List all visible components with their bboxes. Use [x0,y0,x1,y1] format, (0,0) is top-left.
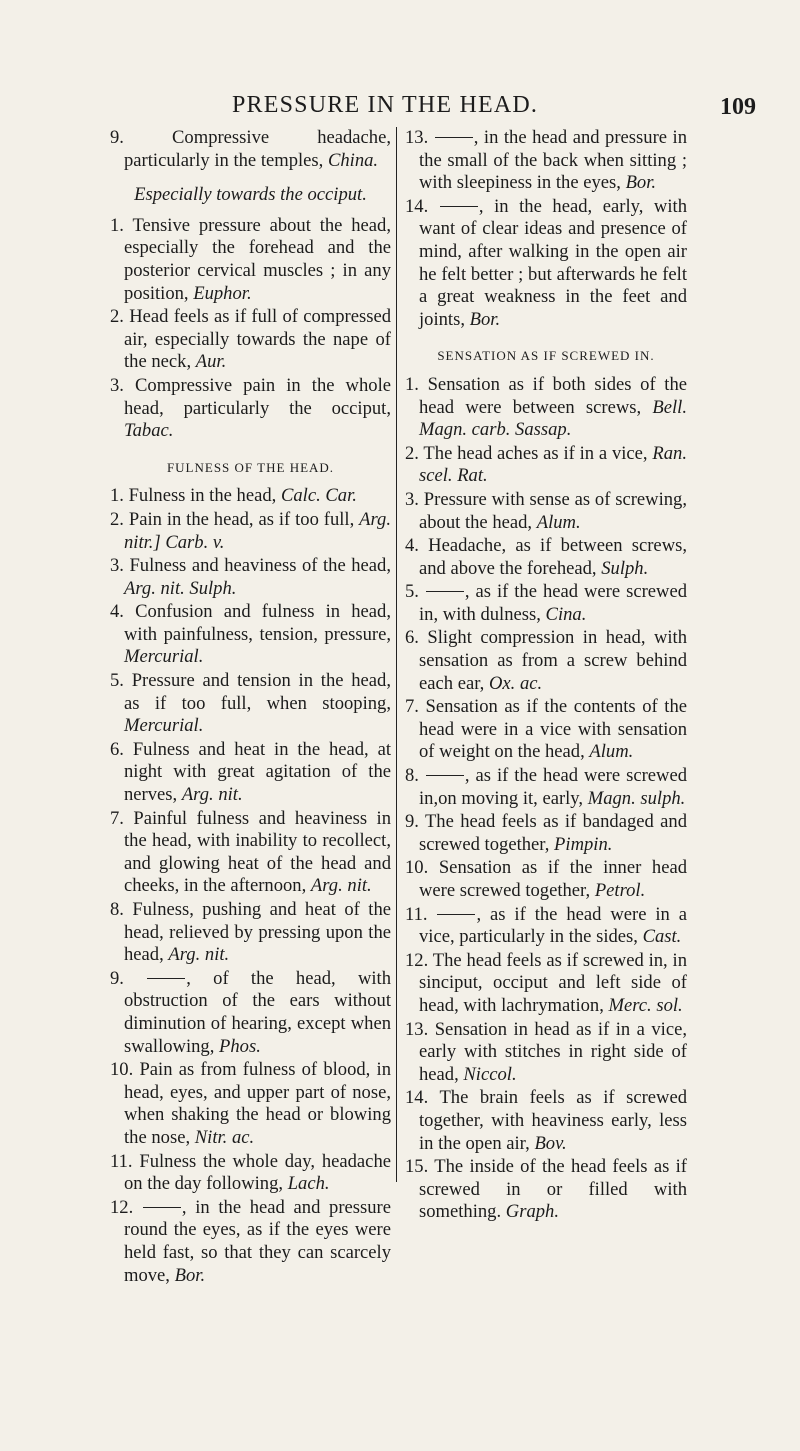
entry-text: , as if the head were in a vice, particularly in the sides, [419,903,687,948]
list-item [110,739,391,807]
remedy: China. [327,149,379,171]
entry-number: 8. [110,899,133,920]
entry-text: The brain feels as if screwed together, with heaviness early, less in the open air, [419,1087,687,1154]
entry-number: 10. [110,1059,140,1081]
ditto-dash [440,206,478,207]
entry-text: Fulness and heat in the head, at night with great agitation of the nerves, [124,738,391,806]
remedy: Petrol. [594,880,646,901]
entry-number: 3. [405,488,424,510]
entry-number: 3. [110,555,130,577]
entry-text: , in the head and pressure in the small of the back when sitting ; with sleepiness in the eyes, [419,127,687,194]
entry-text: , in the head and pressure round the eyes, as if the eyes were held fast, so that they can scarcely move, [124,1196,391,1286]
list-item [405,127,687,195]
entry-text: Sensation as if the contents of the head were in a vice with sensation of weight on the head, [419,696,688,763]
list-item [405,1019,687,1087]
list-item [110,899,391,967]
ditto-dash [426,775,464,776]
entry-text: , as if the head were screwed in, with dulness, [419,581,687,625]
entry-number: 4. [405,535,429,557]
remedy: Arg. nit. [310,875,372,897]
list-item [405,811,687,856]
remedy: Phos. [219,1035,261,1057]
remedy: Bor. [174,1264,206,1286]
entry-number: 12. [110,1196,142,1218]
list-item [405,857,687,902]
entry-text: Pressure and tension in the head, as if too full, when stooping, [124,670,392,714]
ditto-dash [437,914,475,915]
entry-text: Fulness in the head, [128,485,281,507]
remedy: Arg. nitr.] Carb. v. [124,508,392,553]
list-item [110,601,391,669]
entry-text: Compressive pain in the whole head, particularly the occiput, [124,374,391,419]
entry-number: 3. [110,374,136,396]
entry-number: 1. [110,214,133,236]
entry-number: 5. [110,670,132,692]
remedy: Sulph. [601,557,649,579]
remedy: Aur. [195,351,227,373]
entry-number: 1. [110,485,129,507]
remedy: Euphor. [193,282,252,304]
section-heading-screwed: SENSATION AS IF SCREWED IN. [437,348,655,364]
entry-text: Head feels as if full of compressed air, especially towards the nape of the neck, [124,306,391,373]
list-item [405,196,687,332]
remedy: Arg. nit. [168,944,230,966]
remedy: Bor. [625,172,657,194]
remedy: Merc. sol. [608,994,683,1016]
entry-number: 5. [405,581,425,603]
list-item [405,904,687,949]
list-item [405,696,687,764]
entry-text: The head aches as if in a vice, [423,442,653,464]
entry-text: , in the head, early, with want of clear ideas and presence of mind, after walking in the open air he felt better ; but afterwards he felt a great weakness in the feet and joints, [419,195,687,330]
entry-text: Compressive headache, particularly in the temples, [124,127,391,171]
list-item [110,306,391,374]
entry-number: 12. [405,949,433,971]
entry-number: 8. [405,765,425,787]
entry-text: , as if the head were screwed in,on moving it, early, [419,765,687,809]
ditto-dash [426,591,464,592]
left-column [110,127,391,1288]
entry-text: , of the head, with obstruction of the ears without diminution of hearing, except when swallowing, [124,967,391,1057]
column-divider [396,127,397,1182]
running-head: PRESSURE IN THE HEAD. [232,92,539,118]
remedy: Calc. Car. [280,485,357,507]
page-header [0,92,800,122]
entry-number: 13. [405,127,434,148]
remedy: Bell. Magn. carb. Sassap. [419,396,687,441]
remedy: Bor. [469,308,501,330]
entry-number: 13. [405,1018,435,1040]
list-item [110,485,391,508]
entry-number: 11. [110,1150,140,1172]
remedy: Niccol. [463,1063,517,1085]
list-item [110,1059,391,1149]
entry-number: 2. [110,306,130,328]
remedy: Alum. [536,511,581,533]
remedy: Alum. [589,741,634,763]
remedy: Graph. [505,1201,559,1223]
entry-text: Pain as from fulness of blood, in head, eyes, and upper part of nose, when shaking the head or blowing the nose, [124,1059,391,1148]
ditto-dash [143,1207,181,1208]
remedy: Lach. [287,1173,330,1195]
list-item [110,215,391,305]
entry-number: 4. [110,601,136,623]
entry-text: The head feels as if bandaged and screwed together, [419,811,687,855]
entry-text: Sensation as if both sides of the head were between screws, [419,373,688,418]
list-item [110,1151,391,1196]
entry-text: Sensation as if the inner head were screwed together, [419,857,687,901]
remedy: Ox. ac. [488,672,543,694]
ditto-dash [147,978,185,979]
entry-number: 2. [110,508,129,530]
list-item [405,950,687,1018]
entry-number: 7. [110,807,134,829]
remedy: Pimpin. [554,833,613,855]
list-item [405,489,687,534]
remedy: Arg. nit. Sulph. [124,577,237,599]
continued-list [405,127,687,331]
entry-text: Sensation in head as if in a vice, early with stitches in right side of head, [419,1018,688,1085]
occiput-list [110,215,391,443]
entry-number: 9. [405,811,425,833]
remedy: Tabac. [124,420,174,442]
list-item [405,443,687,488]
remedy: Magn. sulph. [587,787,686,809]
entry-number: 2. [405,442,424,464]
subhead-occiput: Especially towards the occiput. [134,184,367,206]
entry-number: 1. [405,373,428,395]
list-item [405,1156,687,1224]
list-item [110,509,391,554]
list-item [110,670,391,738]
list-item [405,1087,687,1155]
list-item [110,968,391,1058]
entry-compressive-china [110,127,391,172]
entry-number: 15. [405,1156,435,1178]
page-number: 109 [720,94,756,120]
entry-text: Confusion and fulness in head, with painfulness, tension, pressure, [124,601,392,645]
list-item [110,808,391,898]
list-item [405,374,687,442]
screwed-list [405,374,687,1224]
entry-text: Pressure with sense as of screwing, about the head, [419,488,687,533]
remedy: Nitr. ac. [194,1126,255,1148]
entry-number: 14. [405,195,439,217]
list-item [405,765,687,810]
entry-text: Headache, as if between screws, and above the forehead, [419,535,688,579]
entry-number: 9. [110,967,147,989]
entry-text: Slight compression in head, with sensation as from a screw behind each ear, [419,627,688,694]
remedy: Arg. nit. [181,784,243,806]
remedy: Cina. [545,603,587,625]
entry-number: 6. [110,738,133,760]
list-item [110,555,391,600]
entry-number: 10. [405,857,439,879]
entry-text: Fulness, pushing and heat of the head, relieved by pressing upon the head, [124,899,391,966]
remedy: Bov. [534,1132,567,1154]
entry-text: Painful fulness and heaviness in the head, with inability to recollect, and glowing heat of the head and cheeks, in the afternoon, [124,807,391,897]
fulness-list [110,485,391,1287]
entry-number: 6. [405,627,428,649]
list-item [405,535,687,580]
section-heading-fulness: FULNESS OF THE HEAD. [166,459,335,475]
entry-number: 11. [405,903,437,925]
remedy: Mercurial. [124,646,204,668]
entry-text: Fulness the whole day, headache on the day following, [124,1150,391,1195]
entry-text: Fulness and heaviness of the head, [129,555,391,577]
entry-number: 7. [405,696,426,718]
list-item [110,1197,391,1287]
ditto-dash [435,137,473,138]
entry-text: Tensive pressure about the head, especially the forehead and the posterior cervical muscles ; in any position, [124,214,391,304]
list-item [405,581,687,626]
remedy: Cast. [642,926,682,948]
entry-number: 9. [110,127,124,148]
entry-text: The head feels as if screwed in, in sinciput, occiput and left side of head, with lachrymation, [419,949,687,1016]
entry-number: 14. [405,1087,440,1109]
right-column [405,127,687,1225]
entry-text: Pain in the head, as if too full, [128,508,360,530]
entry-text: The inside of the head feels as if screwed in or filled with something. [419,1156,687,1223]
list-item [110,375,391,443]
remedy: Ran. scel. Rat. [419,442,687,487]
remedy: Mercurial. [124,715,204,737]
list-item [405,627,687,695]
